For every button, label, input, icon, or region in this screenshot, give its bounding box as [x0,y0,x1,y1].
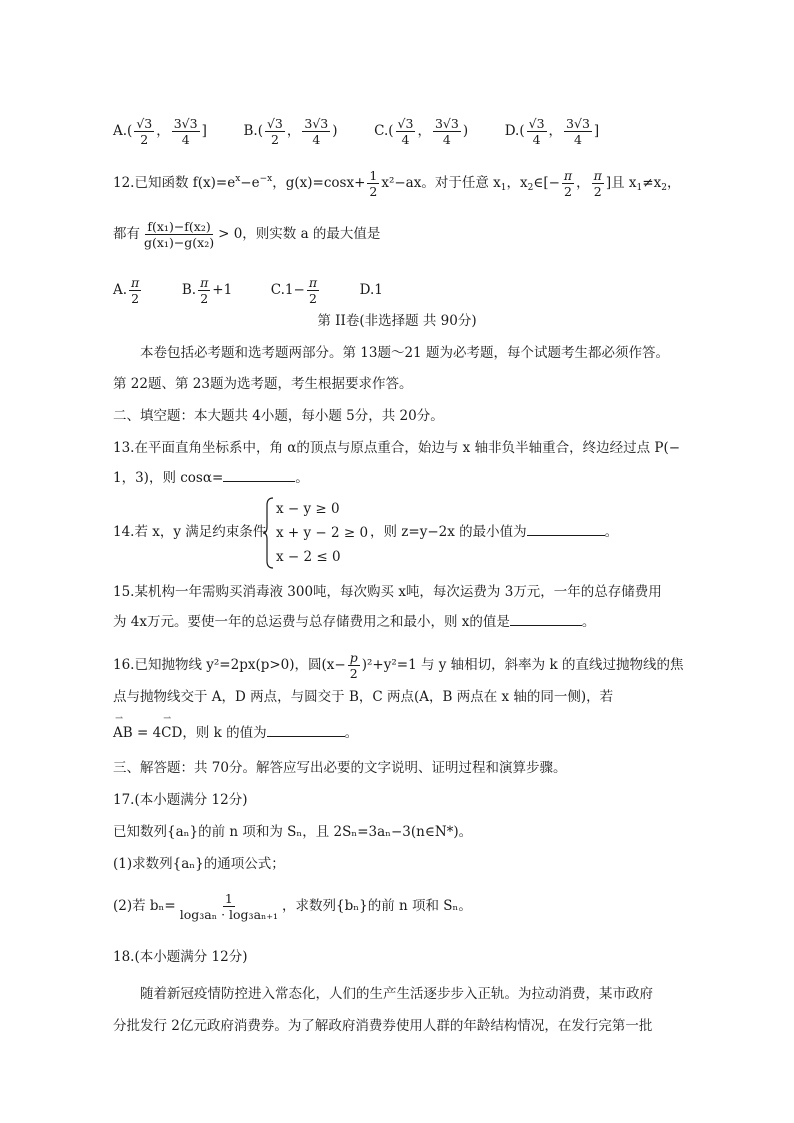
q17-part2: (2)若 bₙ= $\frac{1}{\text{log₃aₙ · log₃aₙ₊₁}}$ ，求数列{bₙ}的前 n 项和 Sₙ。 [113,891,472,922]
q11-option-a: A.( $\frac{√3}{2}$ ， $\frac{3√3}{4}$ ] [113,116,207,147]
q12-option-c: C.1− $\frac{\pi}{2}$ [270,275,318,306]
section2-title: 第 II卷(非选择题 共 90分) [317,313,477,329]
q13-line1: 13.在平面直角坐标系中，角 α的顶点与原点重合，始边与 x 轴非负半轴重合，终边经过点 P(− [113,440,681,456]
q14-constraint-1: x − y ≥ 0 [276,501,340,517]
q18-line1: 随着新冠疫情防控进入常态化，人们的生产生活逐步步入正轨。为拉动消费，某市政府 [140,986,653,1002]
q16-line1: 16.已知抛物线 y²=2px(p>0)，圆(x− $\frac{p}{2}$ )²+y²=1 与 y 轴相切，斜率为 k 的直线过抛物线的焦 [113,650,684,681]
q14-constraint-3: x − 2 ≤ 0 [276,549,341,565]
q16-line3: ⇀ AB = 4⇀ CD，则 k 的值为 。 [113,723,358,743]
q11-option-c: C.( $\frac{√3}{4}$ ， $\frac{3√3}{4}$ ) [374,116,469,147]
fill-in-section-header: 二、填空题：本大题共 4小题，每小题 5分，共 20分。 [113,408,444,424]
q16-answer-blank[interactable] [267,724,345,737]
q11-options [113,116,599,147]
q16-line2: 点与抛物线交于 A，D 两点，与圆交于 B，C 两点(A，B 两点在 x 轴的同一侧)，若 [113,689,614,705]
q17-statement: 已知数列{aₙ}的前 n 项和为 Sₙ，且 2Sₙ=3aₙ−3(n∈N*)。 [113,824,473,840]
q14-suffix: ，则 z=y−2x 的最小值为 。 [370,524,619,540]
q14-answer-blank[interactable] [527,523,605,536]
q12-stem-line2: 都有 $\frac{\text{f(x₁)−f(x₂)}}{\text{g(x₁)−g(x₂)}}$ > 0，则实数 a 的最大值是 [113,219,381,250]
q12-option-b: B. $\frac{\pi}{2}$ +1 [181,275,233,306]
section2-intro-line2: 第 22题、第 23题为选考题，考生根据要求作答。 [113,376,413,392]
q14-prefix: 14.若 x，y 满足约束条件 [113,524,267,540]
q12-options [113,275,383,306]
q11-option-b: B.( $\frac{√3}{2}$ ， $\frac{3√3}{4}$ ) [243,116,338,147]
solve-section-header: 三、解答题：共 70分。解答应写出必要的文字说明、证明过程和演算步骤。 [113,760,567,776]
q17-title: 17.(本小题满分 12分) [113,792,248,808]
q17-part1: (1)求数列{aₙ}的通项公式； [113,856,285,872]
q11-option-d: D.( $\frac{√3}{4}$ ， $\frac{3√3}{4}$ ] [504,116,600,147]
q12-option-a: A. $\frac{\pi}{2}$ [113,275,140,306]
vector-cd: ⇀ CD [161,723,182,743]
q13-answer-blank[interactable] [223,469,295,482]
q12-stem-line1: 12.已知函数 $f(x)=e^x-e^{-x}$，g(x)=cosx+ $\frac{1}{2}$ x²−ax。对于任意 $x_1$，$x_2\in[-$ $\frac{\pi}{2}$ ， $\frac{\pi}{2}$ ]且 $x_1\ne x_2$， [113,168,681,199]
q14-constraint-2: x + y − 2 ≥ 0 [276,525,369,541]
q15-line1: 15.某机构一年需购买消毒液 300吨，每次购买 x吨，每次运费为 3万元，一年的总存储费用 [113,584,662,600]
q12-option-d: D.1 [359,282,383,298]
q15-answer-blank[interactable] [510,613,582,626]
section2-intro-line1: 本卷包括必考题和选考题两部分。第 13题～21 题为必考题，每个试题考生都必须作答。 [140,345,669,361]
q14-constraint-brace [262,497,274,569]
q15-line2: 为 4x万元。要使一年的总运费与总存储费用之和最小，则 x的值是 。 [113,614,596,630]
q18-line2: 分批发行 2亿元政府消费券。为了解政府消费券使用人群的年龄结构情况，在发行完第一批 [113,1018,653,1034]
q13-line2: 1，3)，则 cosα= 。 [113,470,309,486]
q14-constraint-system [276,497,368,569]
q18-title: 18.(本小题满分 12分) [113,949,248,965]
vector-ab: ⇀ AB [113,723,133,743]
